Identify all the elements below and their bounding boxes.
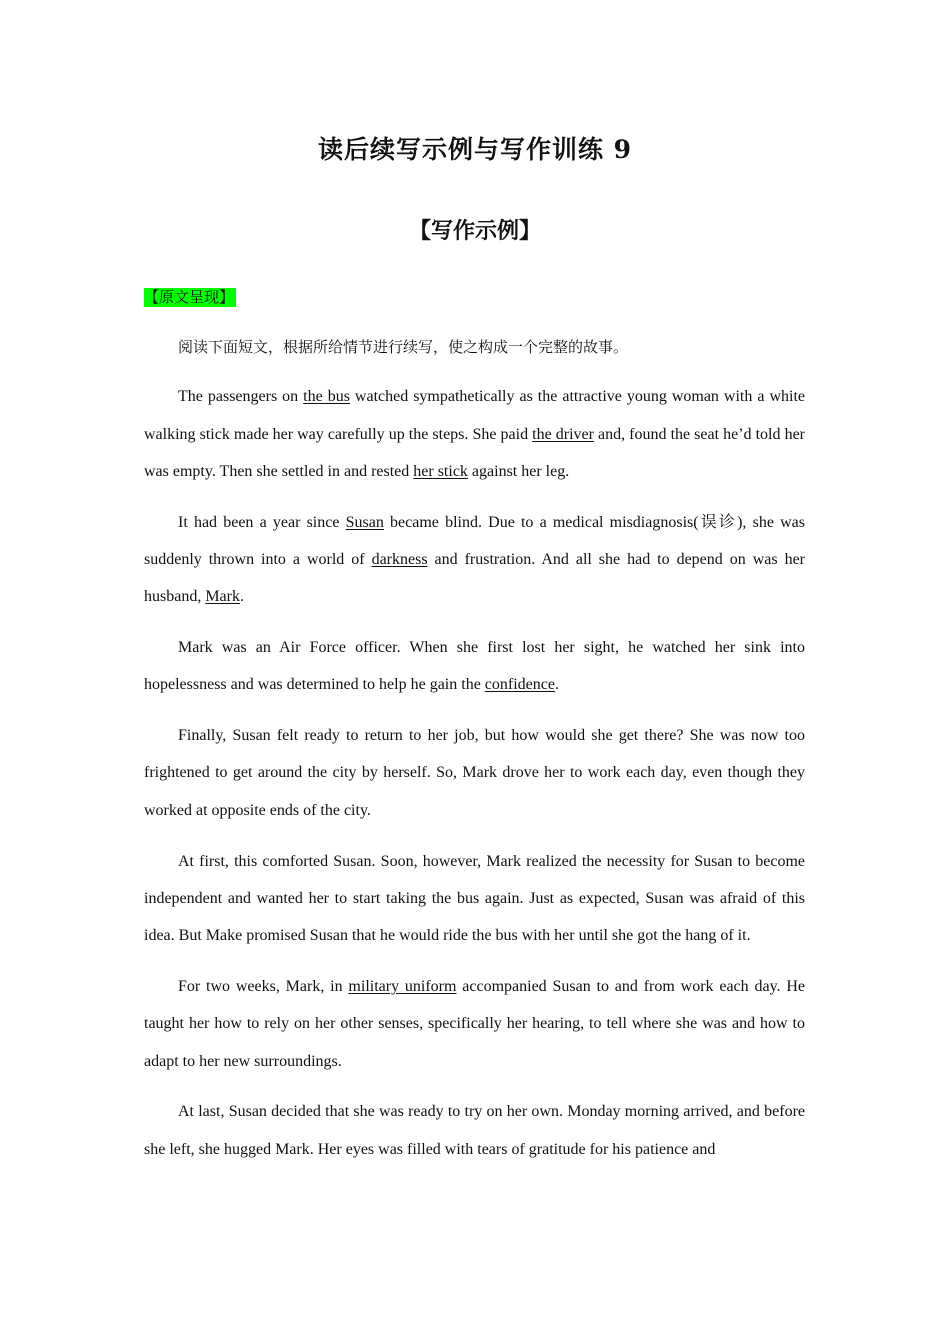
instruction-paragraph: 阅读下面短文，根据所给情节进行续写，使之构成一个完整的故事。 bbox=[178, 338, 629, 356]
text-segment: . bbox=[554, 676, 559, 694]
story-paragraph bbox=[144, 843, 805, 955]
underlined-keyword: the driver bbox=[532, 425, 594, 443]
text-segment: The passengers on bbox=[178, 388, 304, 406]
text-segment: At last, Susan decided that she was ready to try on her own. Monday morning arrived, and before she left, she hugged Mark. Her eyes was filled with tears of gratitude for his patience and bbox=[144, 1103, 805, 1158]
story-paragraph bbox=[144, 378, 805, 490]
text-segment: against her leg. bbox=[467, 462, 570, 480]
section-title: 【写作示例】 bbox=[408, 218, 541, 244]
underlined-keyword: Mark bbox=[205, 588, 240, 606]
story-paragraph bbox=[144, 1093, 805, 1168]
underlined-keyword: darkness bbox=[371, 550, 428, 568]
underlined-keyword: Susan bbox=[345, 513, 384, 531]
underlined-keyword: confidence bbox=[484, 676, 555, 694]
text-segment: and, found the seat he’d told her was empty. Then she settled in and rested bbox=[144, 425, 805, 480]
text-segment: At first, this comforted Susan. Soon, however, Mark realized the necessity for Susan to become independent and wanted her to start taking the bus again. Just as expected, Susan was afraid of this idea. But Make promised Susan that he would ride the bus with her until she got the hang of it. bbox=[144, 852, 805, 945]
underlined-keyword: the bus bbox=[303, 388, 350, 406]
original-text-tag: 【原文呈现】 bbox=[144, 288, 235, 306]
text-segment: watched sympathetically as the attractive young woman with a white walking stick made her way carefully up the steps. She paid bbox=[144, 388, 805, 443]
document-body bbox=[144, 329, 805, 1181]
text-segment: For two weeks, Mark, in bbox=[178, 977, 349, 995]
text-segment: Finally, Susan felt ready to return to her job, but how would she get there? She was now too frightened to get around the city by herself. So, Mark drove her to work each day, even though they worked at opposite ends of the city. bbox=[144, 727, 805, 819]
underlined-keyword: her stick bbox=[413, 462, 468, 480]
story-paragraph bbox=[144, 629, 805, 704]
story-paragraph bbox=[144, 504, 805, 616]
text-segment: accompanied Susan to and from work each day. He taught her how to rely on her other senses, specifically her hearing, to tell where she was and how to adapt to her new surroundings. bbox=[144, 977, 806, 1070]
story-paragraph bbox=[144, 717, 805, 829]
text-segment: became blind. Due to a medical misdiagnosis(误诊), she was suddenly thrown into a world of bbox=[144, 513, 805, 568]
underlined-keyword: military uniform bbox=[348, 977, 457, 995]
text-segment: Mark was an Air Force officer. When she first lost her sight, he watched her sink into hopelessness and was determined to help he gain the bbox=[144, 639, 805, 694]
document-title: 读后续写示例与写作训练 9 bbox=[317, 135, 633, 164]
text-segment: and frustration. And all she had to depend on was her husband, bbox=[144, 550, 805, 606]
text-segment: . bbox=[239, 588, 244, 606]
story-paragraph bbox=[144, 968, 805, 1080]
text-segment: It had been a year since bbox=[178, 513, 346, 531]
